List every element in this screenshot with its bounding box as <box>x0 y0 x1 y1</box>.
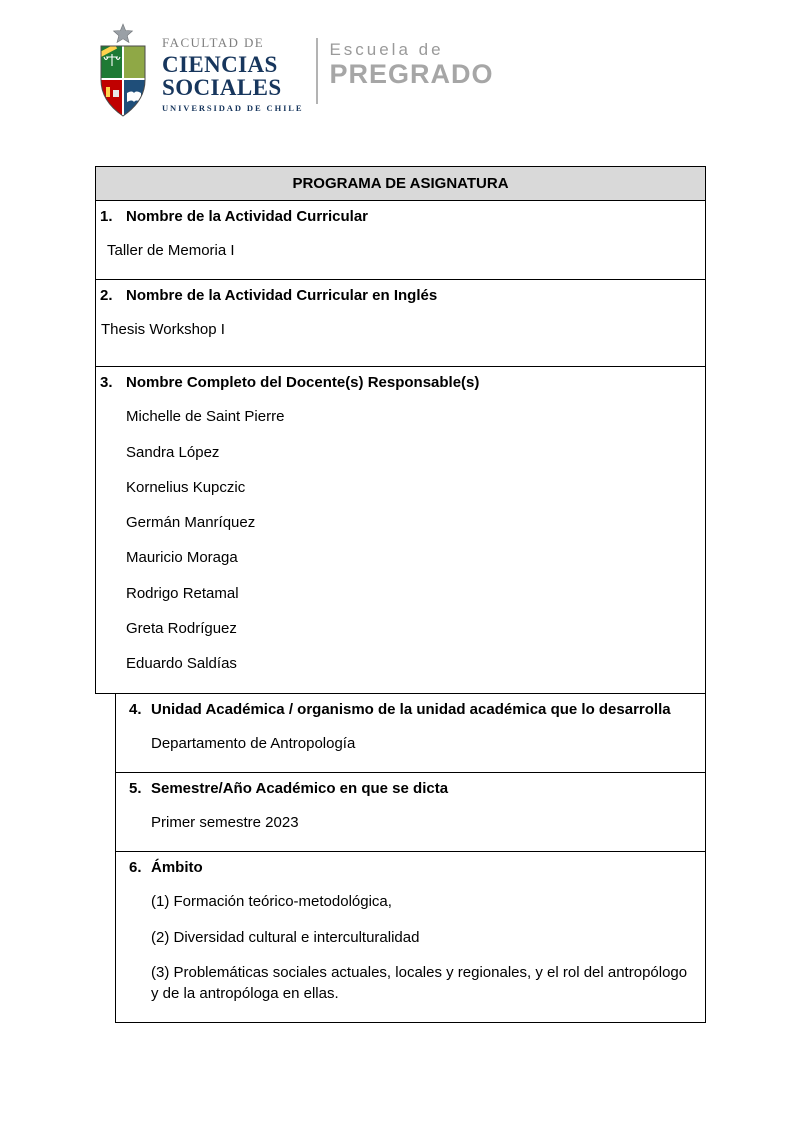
section-heading-line <box>99 374 697 391</box>
section-row-ambito <box>115 851 706 1023</box>
unidad-academica-value: Departamento de Antropología <box>151 734 356 752</box>
section-heading-line <box>99 287 697 304</box>
docente-name: Germán Manríquez <box>126 514 256 532</box>
section-number: 6. <box>129 859 142 877</box>
faculty-label: FACULTAD DE <box>162 35 265 50</box>
section-heading: Ámbito <box>151 859 203 877</box>
semestre-value: Primer semestre 2023 <box>151 813 299 831</box>
ambito-item: (2) Diversidad cultural e interculturalidad <box>151 928 420 946</box>
docente-name: Mauricio Moraga <box>126 549 238 567</box>
docente-name: Michelle de Saint Pierre <box>126 408 285 426</box>
section-heading: Unidad Académica / organismo de la unidad académica que lo desarrolla <box>151 700 671 718</box>
ambito-item: (1) Formación teórico-metodológica, <box>151 893 392 911</box>
school-label: Escuela de <box>329 40 444 59</box>
section-row-semestre <box>115 772 706 852</box>
syllabus-table <box>95 166 706 1023</box>
section-heading-line <box>99 208 697 225</box>
university-label: UNIVERSIDAD DE CHILE <box>162 103 304 113</box>
section-row-nombre-ingles <box>95 279 706 367</box>
section-number: 3. <box>100 374 113 392</box>
section-number: 1. <box>100 208 113 225</box>
logo-divider <box>316 38 318 104</box>
section-number: 4. <box>129 700 142 718</box>
section-heading-line <box>116 701 697 718</box>
section-heading: Semestre/Año Académico en que se dicta <box>151 779 449 797</box>
faculty-name-2: SOCIALES <box>162 75 282 100</box>
university-crest-icon <box>94 22 152 118</box>
section-number: 2. <box>100 287 113 305</box>
section-heading: Nombre de la Actividad Curricular <box>126 208 369 225</box>
section-heading-line <box>116 780 697 797</box>
star-icon <box>114 24 133 43</box>
section-number: 5. <box>129 779 142 797</box>
section-heading: Nombre de la Actividad Curricular en Inglés <box>126 287 438 305</box>
section-row-unidad-academica <box>115 693 706 773</box>
faculty-name-1: CIENCIAS <box>162 52 278 77</box>
docente-name: Greta Rodríguez <box>126 620 237 638</box>
school-name: PREGRADO <box>329 59 494 89</box>
school-wordmark <box>329 22 493 89</box>
docente-name: Rodrigo Retamal <box>126 584 239 602</box>
logo <box>94 22 493 118</box>
docente-name: Eduardo Saldías <box>126 655 237 673</box>
faculty-wordmark <box>162 22 303 113</box>
ambito-item: (3) Problemáticas sociales actuales, locales y regionales, y el rol del antropólogo y de la antropóloga en ellas. <box>151 963 688 1003</box>
docente-name: Kornelius Kupczic <box>126 478 246 496</box>
course-name-english: Thesis Workshop I <box>101 321 225 339</box>
document-title: PROGRAMA DE ASIGNATURA <box>95 166 706 201</box>
section-row-docentes <box>95 366 706 693</box>
section-heading: Nombre Completo del Docente(s) Responsable(s) <box>126 374 480 392</box>
section-row-nombre-actividad <box>95 200 706 280</box>
course-name: Taller de Memoria I <box>107 242 235 259</box>
docente-name: Sandra López <box>126 443 220 461</box>
section-heading-line <box>116 859 697 876</box>
